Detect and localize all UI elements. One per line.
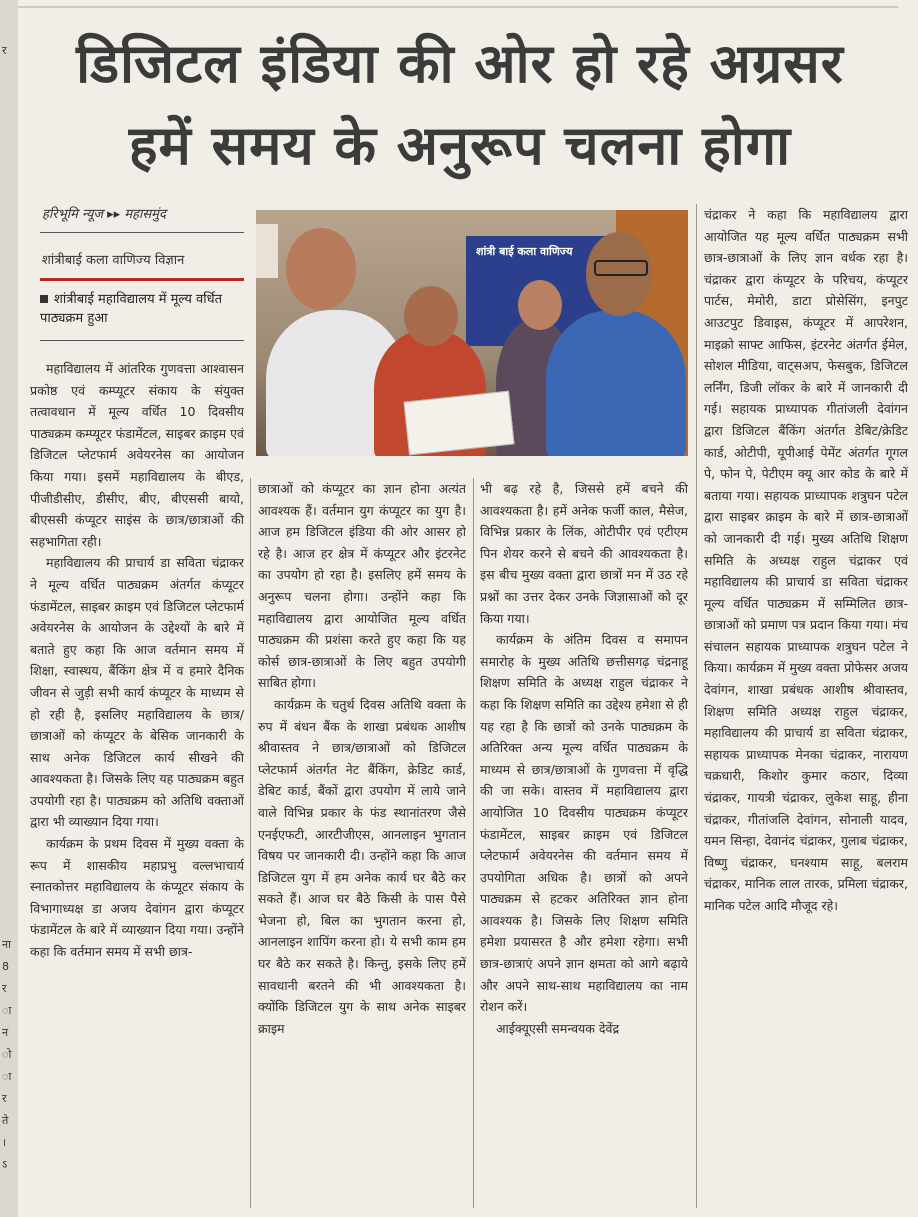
article-column-3 — [480, 478, 688, 1208]
person-1-head — [286, 228, 356, 310]
column-divider — [250, 478, 251, 1208]
adjacent-article-strip — [0, 0, 19, 1217]
highlight-text: शांत्रीबाई महाविद्यालय में मूल्य वर्धित पाठ्यक्रम हुआ — [40, 292, 223, 326]
paragraph: कार्यक्रम के चतुर्थ दिवस अतिथि वक्ता के रुप में बंधन बैंक के शाखा प्रबंधक आशीष श्रीवास्तव ने छात्र/छात्राओं को डिजिटल प्लेटफार्म अंतर्गत नेट बैंकिंग, क्रेडिट कार्ड, डेबिट कार्ड, बैंकों द्वारा उपयोग में लाये जाने वाले विभिन्न प्रकार के फंड स्थानांतरण जैसे एनईएफटी, आरटीजीएस, आनलाइन भुगतान विषय पर जानकारी दी। उन्होंने कहा कि आज डिजिटल युग में हम अनेक कार्य घर बैठे कर सकते हैं। आज घर बैठे किसी के पास पैसे भेजना हो, बिल का भुगतान करना हो, आनलाइन शापिंग करना हो। ये सभी काम हम घर बैठे कर सकते है। किन्तु, इसके लिए हमें सावधानी बरतने की भी आवश्यकता है। क्योंकि डिजिटल युग के साथ अनेक साइबर क्राइम — [258, 696, 466, 1036]
highlight-rule — [40, 340, 244, 341]
column-divider — [473, 478, 474, 1208]
strip-fragment: ते — [2, 1114, 9, 1127]
news-photo — [256, 210, 688, 456]
top-rule — [18, 6, 898, 8]
strip-fragment: ना — [2, 938, 11, 951]
paragraph: कार्यक्रम के अंतिम दिवस व समापन समारोह के मुख्य अतिथि छत्तीसगढ़ चंद्रनाहू शिक्षण समिति के अध्यक्ष राहुल चंद्राकर ने कहा कि शिक्षण समिति का उद्देश्य हमेशा से ही यह रहा है कि छात्रों को उनके पाठ्यक्रम के अतिरिक्त अन्य मूल्य वर्धित पाठ्यक्रम के माध्यम से छात्र/छात्राओं के गुणवत्ता में वृद्धि की जा सके। वास्तव में महाविद्यालय द्वारा आयोजित 10 दिवसीय पाठ्यक्रम कंप्यूटर फंडामेंटल, साइबर क्राइम एवं डिजिटल प्लेटफार्म अवेयरनेस की वर्तमान समय में उपयोगिता अधिक है। छात्रों को अपने पाठ्यक्रम से हटकर अतिरिक्त ज्ञान होना आवश्यक है। जिसके लिए शिक्षण समिति हमेशा प्रयासरत है और हमेशा रहेगा। सभी छात्र-छात्राएं अपने ज्ञान क्षमता को आगे बढ़ाये और अपने साथ-साथ महाविद्यालय का नाम रोशन करें। — [480, 632, 688, 1015]
paragraph: भी बढ़ रहे है, जिससे हमें बचने की आवश्यकता है। हमें अनेक फर्जी काल, मैसेज, विभिन्न प्रकार के लिंक, ओटीपीर एवं एटीएम पिन शेयर करने से बचने की आवश्यकता है। इस बीच मुख्य वक्ता द्वारा छात्रों मन में उठ रहे प्रश्नों का उत्तर देकर उनके जिज्ञासाओं को दूर किया गया। — [480, 481, 688, 626]
strip-fragment: र — [2, 1092, 7, 1105]
strip-fragment: न — [2, 1026, 9, 1039]
article-column-4 — [704, 204, 908, 1208]
headline-line-1: डिजिटल इंडिया की ओर हो रहे अग्रसर — [76, 32, 844, 95]
glasses-icon — [594, 260, 648, 276]
headline-line-2: हमें समय के अनुरूप चलना होगा — [128, 114, 792, 177]
person-4-body — [546, 310, 686, 456]
paragraph: छात्राओं को कंप्यूटर का ज्ञान होना अत्यंत आवश्यक हैं। वर्तमान युग कंप्यूटर का युग है। आज हम डिजिटल इंडिया की ओर आसर हो रहे है। आज हर क्षेत्र में कंप्यूटर और इंटरनेट का उपयोग हो रहा है। इसलिए हमें समय के अनुरूप चलना होगा। उन्होंने कहा कि महाविद्यालय द्वारा आयोजित मूल्य वर्धित पाठ्यक्रम की प्रशंसा करते हुए कहा कि यह कोर्स छात्र-छात्राओं के लिए बहुत उपयोगी साबित होगा। — [258, 481, 466, 691]
photo-banner-text: शांत्री बाई कला वाणिज्य — [476, 245, 573, 258]
strip-fragment: र — [2, 44, 7, 57]
person-3-head — [518, 280, 562, 330]
paragraph: महाविद्यालय में आंतरिक गुणवत्ता आश्वासन प्रकोष्ठ एवं कम्प्यूटर संकाय के संयुक्त तत्वावधान में मूल्य वर्धित 10 दिवसीय पाठ्यक्रम कम्प्यूटर फंडामेंटल, साइबर क्राइम एवं डिजिटल प्लेटफार्म अवेयरनेस का आयोजन किया गया। इसमें महाविद्यालय के बीएड, पीजीडीसीए, डीसीए, बीए, बीएससी बायो, बीएससी कंप्यूटर साइंस के छात्र/छात्राओं की सहभागिता रही। — [30, 361, 244, 549]
dateline-rule — [40, 232, 244, 233]
bullet-icon — [40, 295, 48, 303]
strip-fragment: । — [2, 1136, 7, 1149]
paragraph: कार्यक्रम के प्रथम दिवस में मुख्य वक्ता के रूप में शासकीय महाप्रभु वल्लभाचार्य स्नातकोत्तर महाविद्यालय के कंप्यूटर संकाय के विभागाध्यक्ष डा अजय देवांगन द्वारा कंप्यूटर फंडामेंटल के बारे में व्याख्यान दिया गया। उन्होंने कहा कि वर्तमान समय में सभी छात्र- — [30, 836, 244, 960]
strip-fragment: ो — [2, 1048, 12, 1061]
paragraph: चंद्राकर ने कहा कि महाविद्यालय द्वारा आयोजित यह मूल्य वर्धित पाठ्यक्रम सभी छात्र-छात्राओं के लिए ज्ञान वर्धक रहा है। चंद्राकर द्वारा कंप्यूटर के परिचय, कंप्यूटर पार्टस, मेमोरी, डाटा प्रोसेसिंग, इनपुट आउटपुट डिवाइस, कंप्यूटर में आपरेशन, माइक्रो साफ्ट आफिस, इंटरनेट अंतर्गत ईमेल, सोशल मीडिया, वाट्सअप, फेसबुक, डिजिटल लर्निंग, डिजी लॉकर के बारे में जानकारी दी गई। सहायक प्राध्यापक गीतांजली देवांगन द्वारा डिजिटल बैंकिंग अंतर्गत डेबिट/क्रेडिट कार्ड, ओटीपी, यूपीआई पेमेंट अंतर्गत गूगल पे, फोन पे, पेटीएम क्यू आर कोड के बारे में बताया गया। सहायक प्राध्यापक शत्रुघन पटेल द्वारा साइबर क्राइम के बारे में छात्र-छात्राओं को जानकारी दी गई। मुख्य अतिथि शिक्षण समिति के अध्यक्ष राहुल चंद्राकर एवं महाविद्यालय की प्राचार्य डा सविता चंद्राकर मूल्य वर्धित पाठ्यक्रम में सम्मिलित छात्र-छात्राओं को प्रमाण पत्र प्रदान किया गया। मंच संचालन सहायक प्राध्यापक शत्रुघन पटेल ने किया। कार्यक्रम में मुख्य वक्ता प्रोफेसर अजय देवांगन, शाखा प्रबंधक आशीष श्रीवास्तव, शिक्षण समिति अध्यक्ष राहुल चंद्राकर, महाविद्यालय की प्राचार्य डा सविता चंद्राकर, सहायक प्राध्यापक मेनका चंद्राकर, नारायण चक्रधारी, किशोर कुमार कठार, दिव्या चंद्राकर, गायत्री चंद्राकर, लुकेश साहू, हीना चंद्राकर, गीतांजलि देवांगन, सोनाली यादव, यमन सिन्हा, देवानंद चंद्राकर, गुलाब चंद्राकर, विष्णु चंद्राकर, घनश्याम साहू, बलराम चंद्राकर, मानिक लाल तारक, प्रमिला चंद्राकर, मानिक पटेल आदि मौजूद रहे। — [704, 207, 908, 913]
strip-fragment: ऽ — [2, 1158, 8, 1171]
strip-fragment: र — [2, 982, 7, 995]
article-column-1 — [30, 358, 244, 1208]
paragraph: महाविद्यालय की प्राचार्य डा सविता चंद्राकर ने मूल्य वर्धित पाठ्यक्रम अंतर्गत कंप्यूटर फंडामेंटल, साइबर क्राइम एवं डिजिटल प्लेटफार्म अवेयरनेस के आयोजन के उद्देश्यों के बारे में बताते हुए कहा कि आज वर्तमान समय में शिक्षा, स्वास्थय, बैंकिंग क्षेत्र में व हमारे दैनिक जीवन से जुड़ी सभी कार्य कंप्यूटर के माध्यम से हो रही है, इसलिए महाविद्यालय के छात्र/छात्राओं को कंप्यूटर के बेसिक जानकारी के साथ अनेक डिजिटल कार्य सीखने की आवश्यकता है। जिसके लिए यह पाठ्यक्रम बहुत उपयोगी रहा है। पाठ्यक्रम को अतिथि वक्ताओं द्वारा भी व्याख्यान दिया गया। — [30, 555, 244, 830]
dateline: हरिभूमि न्यूज ▸▸ महासमुंद — [42, 207, 166, 222]
college-label: शांत्रीबाई कला वाणिज्य विज्ञान — [42, 253, 185, 268]
highlight-box — [40, 290, 244, 328]
red-rule — [40, 278, 244, 281]
article-column-2 — [258, 478, 466, 1208]
person-2-head — [404, 286, 458, 346]
strip-fragment: 8 — [2, 960, 9, 973]
certificate — [403, 391, 514, 456]
paragraph: आईक्यूएसी समन्वयक देवेंद्र — [496, 1020, 620, 1036]
strip-fragment: ा — [2, 1070, 12, 1083]
strip-fragment: ा — [2, 1004, 12, 1017]
column-divider — [696, 204, 697, 1208]
photo-sign — [256, 224, 278, 278]
